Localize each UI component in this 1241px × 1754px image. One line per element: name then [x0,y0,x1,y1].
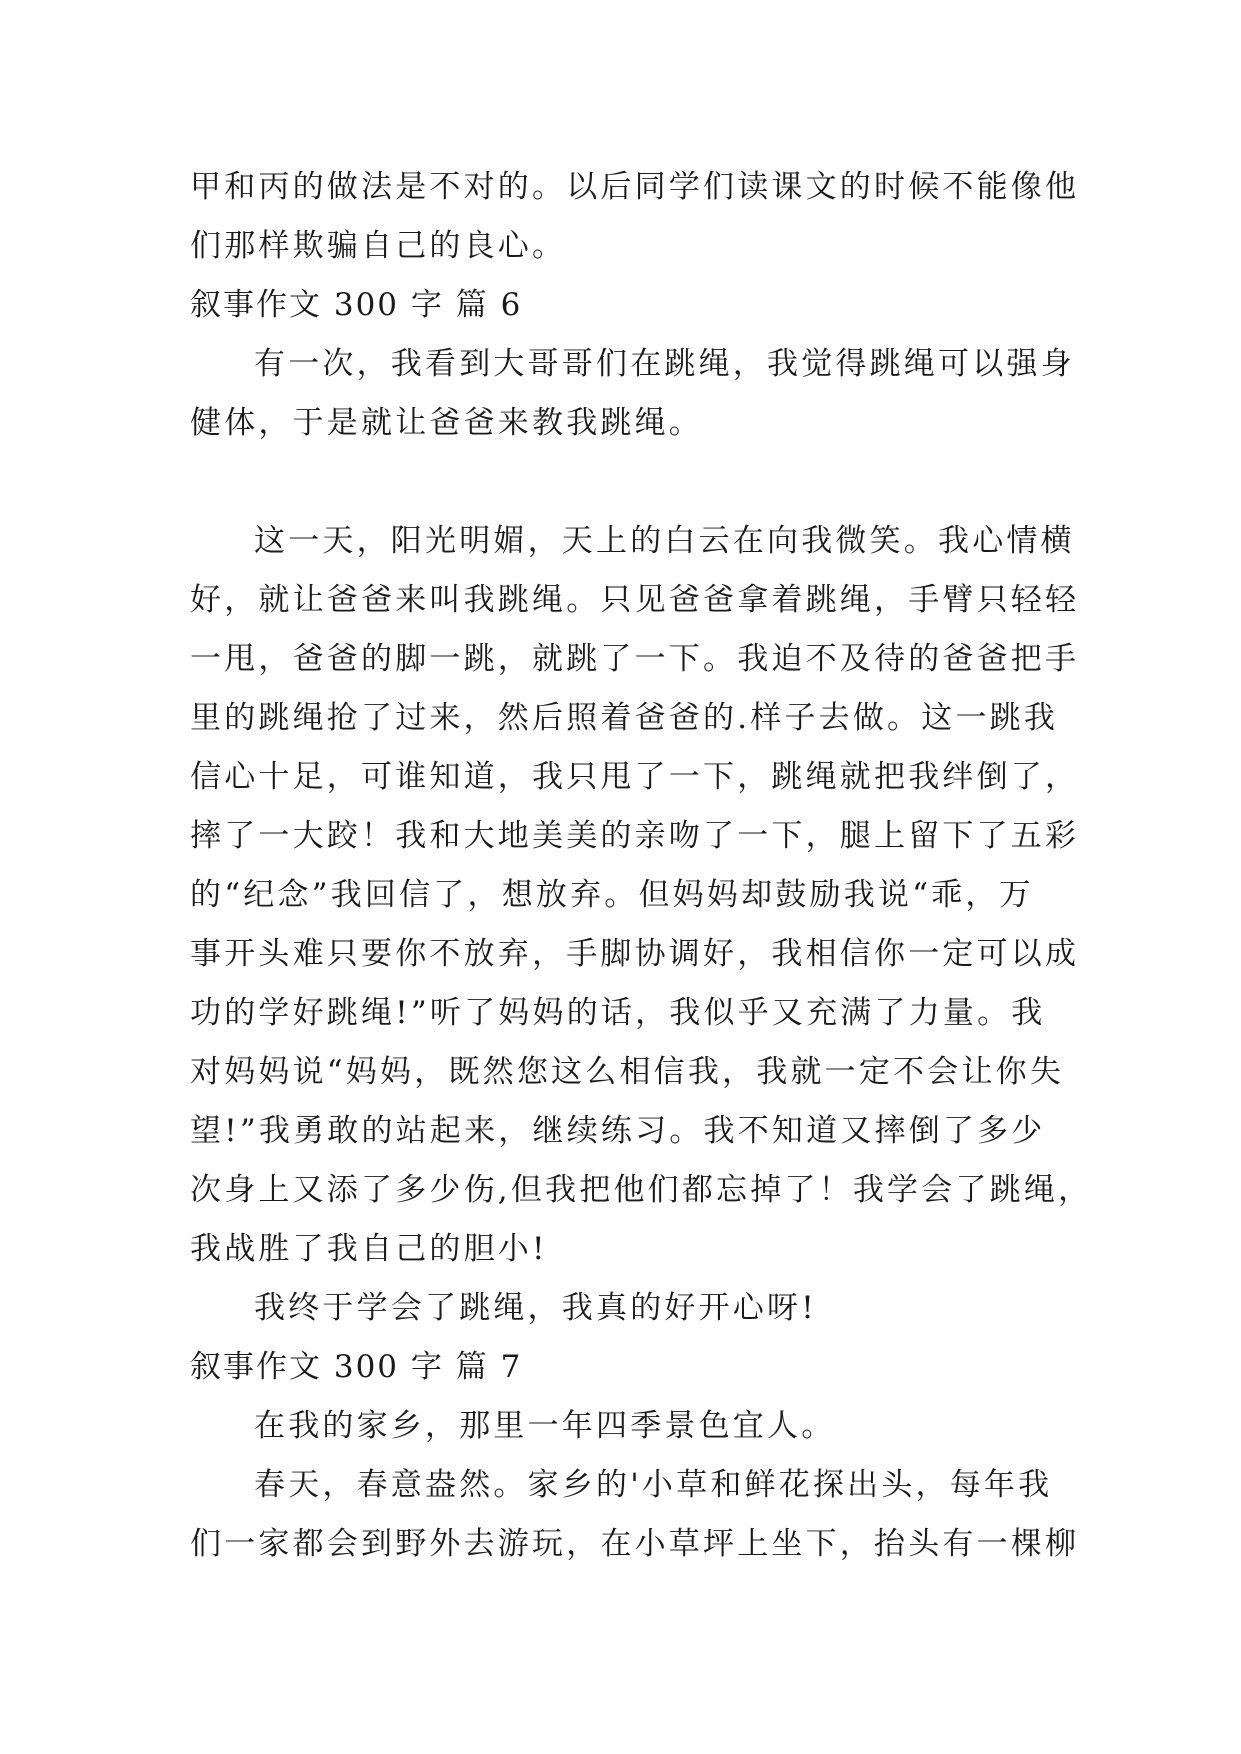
text-line: 我战胜了我自己的胆小! [190,1231,548,1267]
text-line: 望!”我勇敢的站起来，继续练习。我不知道又摔倒了多少 [190,1113,1046,1149]
text-line: 健体，于是就让爸爸来教我跳绳。 [190,405,703,441]
paragraph-start-line: 有一次，我看到大哥哥们在跳绳，我觉得跳绳可以强身 [254,346,1075,382]
text-line: 功的学好跳绳!”听了妈妈的话，我似乎又充满了力量。我 [190,995,1046,1031]
text-line: 们那样欺骗自己的良心。 [190,228,567,264]
paragraph-start-line: 春天，春意盎然。家乡的'小草和鲜花探出头，每年我 [254,1467,1053,1503]
text-line: 好，就让爸爸来叫我跳绳。只见爸爸拿着跳绳，手臂只轻轻 [190,582,1080,618]
text-line: 一甩，爸爸的脚一跳，就跳了一下。我迫不及待的爸爸把手 [190,641,1080,677]
text-line: 的“纪念”我回信了，想放弃。但妈妈却鼓励我说“乖，万 [190,877,1034,913]
document-body [190,158,1093,1574]
blank-line [190,453,1060,512]
text-line: 摔了一大跤！我和大地美美的亲吻了一下，腿上留下了五彩 [190,818,1080,854]
text-line: 们一家都会到野外去游玩，在小草坪上坐下，抬头有一棵柳 [190,1526,1080,1562]
text-line: 事开头难只要你不放弃，手脚协调好，我相信你一定可以成 [190,936,1080,972]
text-line: 信心十足，可谁知道，我只甩了一下，跳绳就把我绊倒了， [190,759,1080,795]
paragraph-start-line: 我终于学会了跳绳，我真的好开心呀! [254,1290,817,1326]
section-heading: 叙事作文 300 字 篇 7 [190,1349,523,1385]
text-line: 里的跳绳抢了过来，然后照着爸爸的.样子去做。这一跳我 [190,700,1059,736]
text-line: 对妈妈说“妈妈，既然您这么相信我，我就一定不会让你失 [190,1054,1065,1090]
paragraph-start-line: 在我的家乡，那里一年四季景色宜人。 [254,1408,836,1444]
paragraph-start-line: 这一天，阳光明媚，天上的白云在向我微笑。我心情横 [254,523,1075,559]
section-heading: 叙事作文 300 字 篇 6 [190,287,523,323]
text-line: 次身上又添了多少伤,但我把他们都忘掉了！我学会了跳绳， [190,1172,1093,1208]
text-line: 甲和丙的做法是不对的。以后同学们读课文的时候不能像他 [190,169,1080,205]
